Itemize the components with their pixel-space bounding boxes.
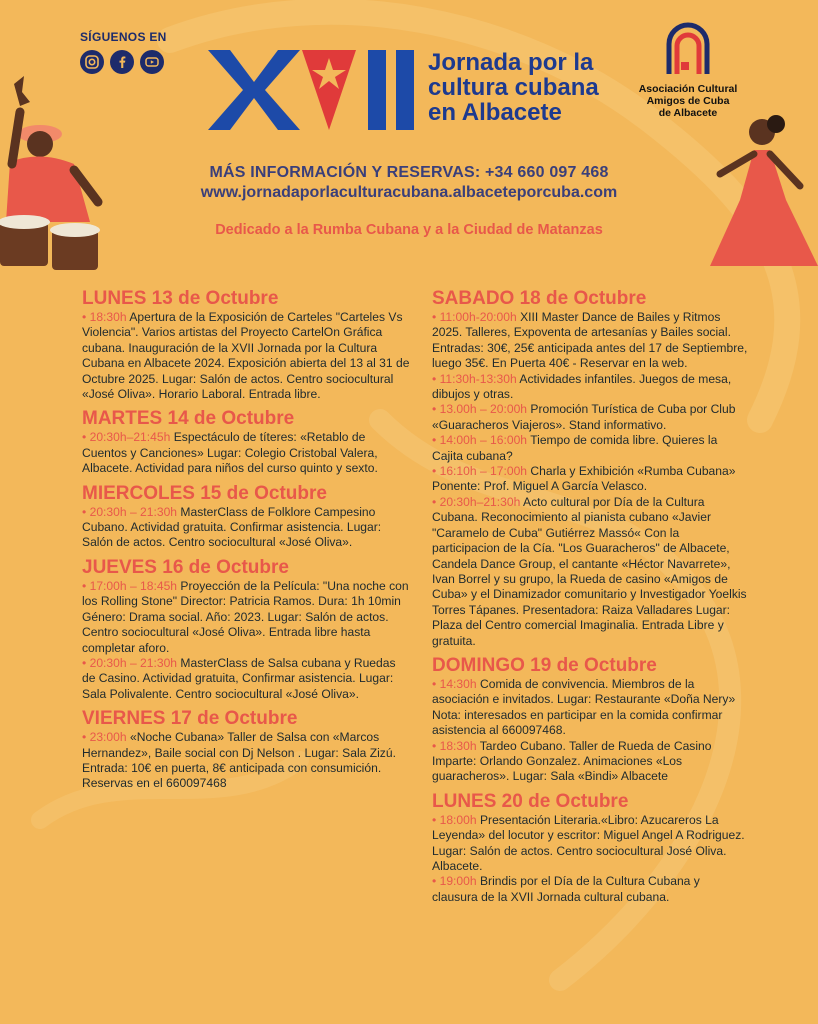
day-title: LUNES 20 de Octubre [432,790,629,812]
bullet-icon: • [432,676,440,691]
event-item [82,430,412,476]
day-section [82,708,412,792]
dedication: Dedicado a la Rumba Cubana y a la Ciudad de Matanzas [215,222,603,238]
event-item [432,372,748,403]
event-time: 14:30h [439,676,477,691]
event-text: Brindis por el Día de la Cultura Cubana y clausura de la XVII Jornada cultural cubana. [432,874,700,904]
event-text: MasterClass de Folklore Campesino Cubano. Actividad gratuita. Confirmar asistencia. Lugar: Salón de actos. Centro sociocultural «José Oliva». [82,504,382,550]
bullet-icon: • [82,578,90,593]
event-item [432,310,748,372]
event-time: 20:30h – 21:30h [89,504,178,519]
event-text: Comida de convivencia. Miembros de la asociación e invitados. Lugar: Restaurante «Doña Nery» Nota: interesados en participar en la comida confirmar asistencia al 660097468. [432,676,736,738]
assoc-line-2: Amigos de Cuba [646,95,730,107]
info-phone: MÁS INFORMACIÓN Y RESERVAS: +34 660 097 468 [209,164,609,181]
event-text: «Noche Cubana» Taller de Salsa con «Marcos Hernandez», Baile social con Dj Nelson . Lugar: Sala Zizú. Entrada: 10€ en puerta, 8€ anticipada con consumición. Reservas en el 660097468 [82,730,396,791]
title-line-1: Jornada por la [428,49,594,76]
day-title: MARTES 14 de Octubre [82,408,295,430]
association-block [628,22,748,119]
event-item [432,495,748,649]
title-line-3: en Albacete [428,99,562,126]
event-text: XIII Master Dance de Bailes y Ritmos 2025. Talleres, Expoventa de artesanías y Bailes social. Entradas: 30€, 25€ anticipada antes del 17 de Septiembre, luego 35€. En Puerta 40€ - Reservar en la web. [432,310,748,371]
event-item [432,739,748,785]
event-text: Presentación Literaria.«Libro: Azucareros La Leyenda» del locutor y escritor: Miguel Angel A Rodriguez. Lugar: Salón de actos. Centro sociocultural José Oliva. Albacete. [432,812,745,873]
event-item [432,874,748,905]
event-time: 14:00h – 16:00h [439,433,528,448]
event-text: Apertura de la Exposición de Carteles "Carteles Vs Violencia". Varios artistas del Proyecto CartelOn Gráfica cubana. Inauguración de la XVII Jornada por la Cultura Cubana en Albacete 2024. Exposición abierta del 13 al 31 de Octubre 2025. Lugar: Salón de actos. Centro sociocultural «José Oliva». Horario Laboral. Entrada libre. [82,310,410,402]
association-logo [659,22,717,80]
event-time: 16:10h – 17:00h [439,464,528,479]
event-text: Tardeo Cubano. Taller de Rueda de Casino Imparte: Orlando Gonzalez. Animaciones «Los guaracheros». Lugar: Sala «Bindi» Albacete [432,738,712,784]
event-text: Acto cultural por Día de la Cultura Cubana. Reconocimiento al pianista cubano «Javier "Caramelo de Cuba" Gutiérrez Massó« Con la participacion de la Cía. "Los Guaracheros" de Albacete, Candela Dance Group, el cantante «Héctor Navarrete», Ivan Borrel y su grupo, la Rueda de casino «Amigos de Cuba» y el Dinamizador comunitario y Investigador Yoelkis Torres Tápanes. Presentadora: Raiza Valladares Lugar: Plaza del Centro comercial Imaginalia. Entrada Libre y gratuita. [432,494,747,648]
assoc-line-1: Asociación Cultural [638,83,738,95]
event-text: Actividades infantiles. Juegos de mesa, dibujos y otras. [432,371,732,402]
event-time: 19:00h [439,874,477,889]
bullet-icon: • [82,730,90,745]
bullet-icon: • [432,874,440,889]
event-title [428,50,628,125]
day-section [432,655,748,785]
event-text: Espectáculo de títeres: «Retablo de Cuentos y Canciones» Lugar: Colegio Cristobal Valera, Albacete. Actividad para niños del curso quinto y sexto. [82,430,378,476]
bullet-icon: • [432,812,440,827]
info-website-link[interactable]: www.jornadaporlaculturacubana.albaceteporcuba.com [200,184,618,201]
day-title: MIERCOLES 15 de Octubre [82,482,327,504]
bullet-icon: • [432,738,440,753]
day-title: DOMINGO 19 de Octubre [432,654,657,676]
program-column-right [432,288,748,911]
social-label: SÍGUENOS EN [80,30,167,44]
bullet-icon: • [82,310,90,324]
bullet-icon: • [432,402,440,417]
xvii-logo [206,48,418,132]
instagram-icon[interactable] [80,50,104,74]
day-title: VIERNES 17 de Octubre [82,708,298,730]
event-time: 20:30h–21:30h [439,494,521,509]
day-section [82,288,412,402]
bullet-icon: • [432,433,440,448]
social-icons [80,50,167,74]
event-item [82,656,412,702]
day-title: JUEVES 16 de Octubre [82,556,289,578]
event-item [82,730,412,792]
event-item [82,505,412,551]
event-time: 11:30h-13:30h [439,371,517,386]
event-item [432,433,748,464]
event-item [432,813,748,875]
event-item [432,677,748,739]
event-time: 17:00h – 18:45h [89,578,178,593]
event-item [432,464,748,495]
bullet-icon: • [432,371,440,386]
assoc-line-3: de Albacete [658,107,718,119]
bullet-icon: • [82,504,90,519]
bullet-icon: • [82,655,90,670]
event-time: 18:00h [439,812,477,827]
event-item [82,310,412,402]
info-block [0,164,818,202]
event-time: 18:30h [439,738,477,753]
day-title: LUNES 13 de Octubre [82,288,279,309]
event-item [82,579,412,656]
program-column-left [82,288,412,798]
event-time: 11:00h-20:00h [439,310,517,324]
event-text: Tiempo de comida libre. Quieres la Cajita cubana? [432,433,718,463]
day-section [432,791,748,905]
event-item [432,402,748,433]
event-time: 18:30h [89,310,127,324]
event-time: 20:30h–21:45h [89,430,171,445]
day-section [82,483,412,551]
day-section [82,557,412,702]
event-text: Promoción Turística de Cuba por Club «Guaracheros Viajeros». Stand informativo. [432,402,736,432]
event-text: Charla y Exhibición «Rumba Cubana» Ponente: Prof. Miguel A García Velasco. [432,464,736,494]
bullet-icon: • [432,310,440,324]
event-time: 13.00h – 20:00h [439,402,528,417]
bullet-icon: • [432,494,440,509]
facebook-icon[interactable] [110,50,134,74]
bullet-icon: • [432,464,440,479]
event-time: 23:00h [89,730,127,745]
youtube-icon[interactable] [140,50,164,74]
event-time: 20:30h – 21:30h [89,655,178,670]
event-text: Proyección de la Película: "Una noche con los Rolling Stone" Director: Patricia Ramos. Dura: 1h 10min Género: Drama social. Año: 2023. Lugar: Salón de actos. Centro sociocultural «José Oliva». Entrada libre hasta completar aforo. [82,578,409,655]
event-text: MasterClass de Salsa cubana y Ruedas de Casino. Actividad gratuita, Confirmar asistencia. Lugar: Sala Polivalente. Centro sociocultural «José Oliva». [82,655,396,701]
day-section [82,408,412,476]
title-line-2: cultura cubana [428,74,599,101]
day-title: SABADO 18 de Octubre [432,288,647,309]
social-block [80,30,167,74]
bullet-icon: • [82,430,90,445]
day-section [432,288,748,649]
